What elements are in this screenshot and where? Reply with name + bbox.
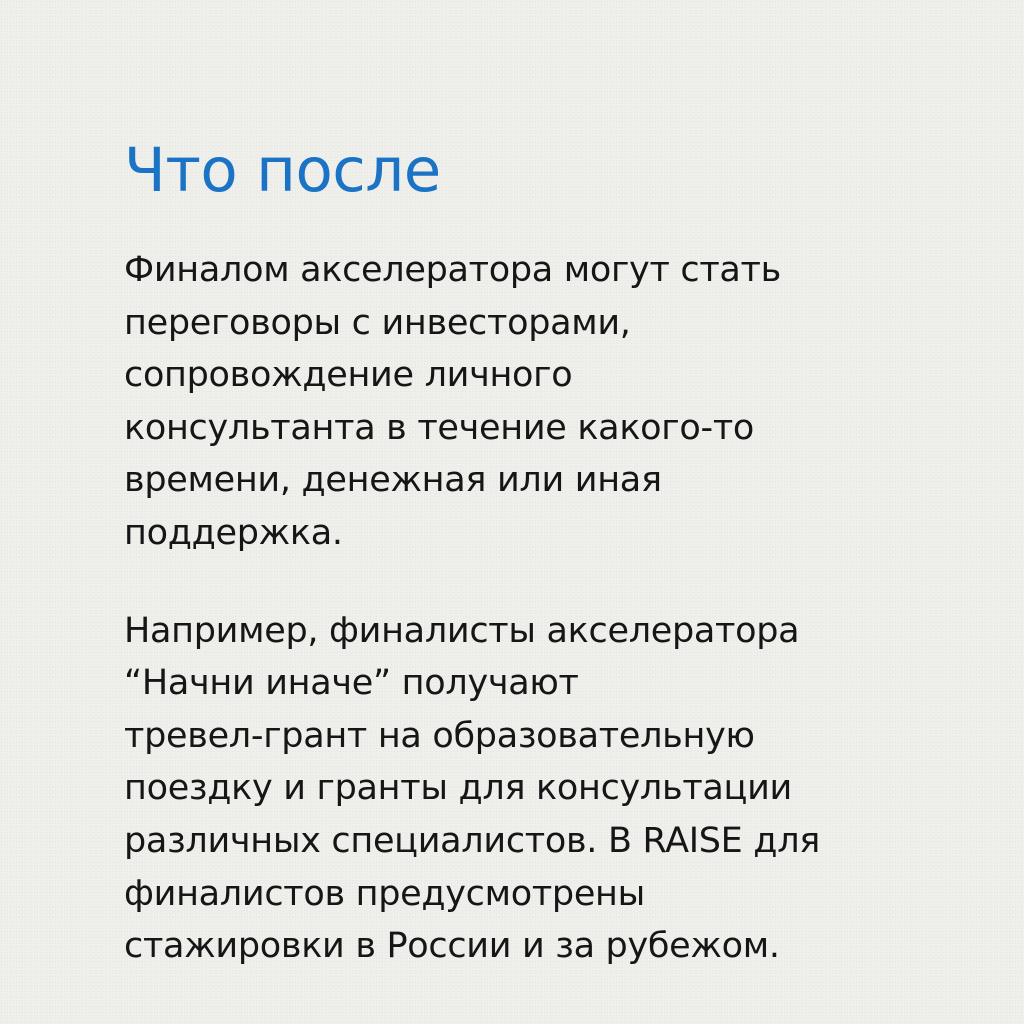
slide-content bbox=[124, 128, 944, 973]
text-line: консультанта в течение какого-то bbox=[124, 407, 755, 448]
text-line: времени, денежная или иная bbox=[124, 460, 662, 501]
text-line: “Начни иначе” получают bbox=[124, 663, 579, 704]
text-line: поддержка. bbox=[124, 512, 343, 553]
text-line: переговоры с инвесторами, bbox=[124, 302, 631, 343]
paragraph-example bbox=[124, 605, 944, 973]
text-line: тревел-грант на образовательную bbox=[124, 715, 755, 756]
text-line: различных специалистов. В RAISE для bbox=[124, 820, 821, 861]
slide-heading: Что после bbox=[124, 135, 441, 206]
text-line: сопровождение личного bbox=[124, 355, 573, 396]
text-line: финалистов предусмотрены bbox=[124, 873, 645, 914]
text-line: стажировки в России и за рубежом. bbox=[124, 926, 780, 967]
text-line: поездку и гранты для консультации bbox=[124, 768, 792, 809]
text-line: Например, финалисты акселератора bbox=[124, 610, 800, 651]
paragraph-finale bbox=[124, 244, 944, 560]
text-line: Финалом акселератора могут стать bbox=[124, 250, 781, 290]
